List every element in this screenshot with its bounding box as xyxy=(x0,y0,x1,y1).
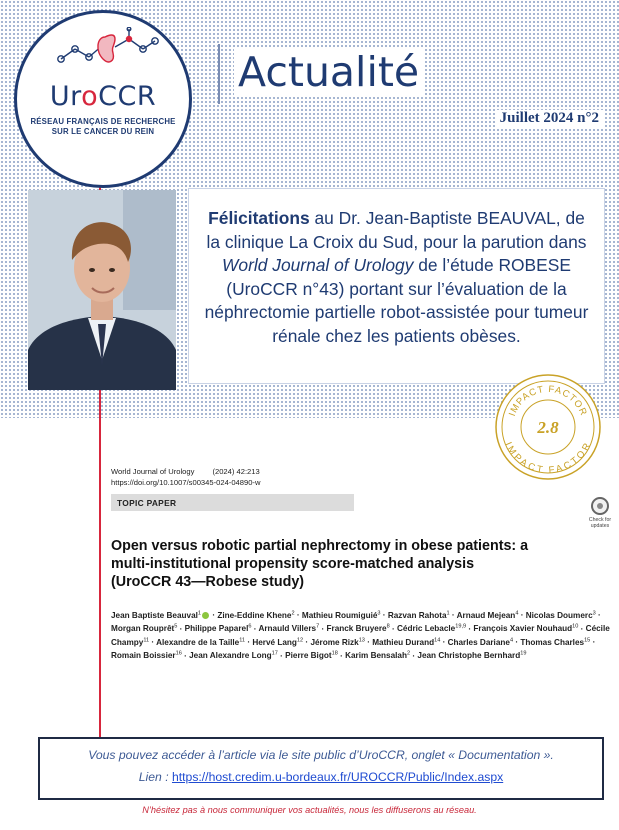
author-name: Zine-Eddine Khene$^2$ xyxy=(217,610,295,620)
page-title: Actualité xyxy=(234,48,423,96)
footer-note: N’hésitez pas à nous communiquer vos actualités, nous les diffuserons au réseau. xyxy=(142,805,477,815)
article-access-box xyxy=(38,737,604,800)
logo-wordmark: UroCCR xyxy=(49,81,157,112)
author-name: Morgan Rouprêt$^5$ xyxy=(111,623,178,634)
uroccr-logo xyxy=(14,10,192,188)
author-name: Mathieu Roumiguié$^3$ xyxy=(301,610,381,620)
author-name: Alexandre de la Taille$^{11}$ xyxy=(156,637,246,647)
author-name: François Xavier Nouhaud$^{10}$ xyxy=(473,623,579,634)
author-name: Hervé Lang$^{12}$ xyxy=(252,637,304,647)
congrats-text-2: de l’étude ROBESE (UroCCR n°43) portant sur l’évaluation de la néphrectomie partielle robot-assistée pour tumeur rénale chez les patients obèses. xyxy=(204,255,589,346)
doi-reference: https://doi.org/10.1007/s00345-024-04890-w xyxy=(111,478,261,487)
author-name: Jérome Rizk$^{13}$ xyxy=(310,637,365,647)
author-name: Charles Dariane$^4$ xyxy=(447,637,514,647)
author-name: Karim Bensalah$^2$ xyxy=(345,650,411,661)
author-name: Franck Bruyere$^8$ xyxy=(326,623,390,634)
author-name: Nicolas Doumerc$^3$ xyxy=(525,610,596,620)
author-name: Jean Alexandre Long$^{17}$ xyxy=(189,650,278,661)
link-line xyxy=(40,770,602,784)
impact-value: 2.8 xyxy=(537,418,559,437)
author-name: Cédric Lebacle$^{19,9}$ xyxy=(396,623,467,634)
congratulations-message xyxy=(188,188,605,384)
author-name: Pierre Bigot$^{18}$ xyxy=(285,650,338,661)
author-name: Jean Christophe Bernhard$^{19}$ xyxy=(417,650,527,661)
congrats-text-1: au Dr. Jean-Baptiste BEAUVAL, de la clinique La Croix du Sud, pour la parution dans xyxy=(206,208,587,252)
impact-factor-seal xyxy=(493,372,603,482)
congrats-lead: Félicitations xyxy=(208,208,310,228)
author-name: Razvan Rahota$^1$ xyxy=(387,610,450,620)
impact-label-bottom: IMPACT FACTOR xyxy=(502,440,594,477)
author-list: Jean Baptiste Beauval$^1$ · Zine-Eddine Khene$^2$ · Mathieu Roumiguié$^3$ · Razvan Rahota$^1$ · Arnaud Mejean$^4$ · Nicolas Doumerc$^3$ · Morgan Rouprêt$^5$ · Philippe Paparel$^6$ · Arnauld Villers$^7$ · Franck Bruyere$^8$ · Cédric Lebacle$^{19,9}$ · François Xavier Nouhaud$^{10}$ · Cécile Champy$^{11}$ · Alexandre de la Taille$^{11}$ · Hervé Lang$^{12}$ · Jérome Rizk$^{13}$ · Mathieu Durand$^{14}$ · Charles Dariane$^4$ · Thomas Charles$^{15}$ · Romain Boissier$^{16}$ · Jean Alexandre Long$^{17}$ · Pierre Bigot$^{18}$ · Karim Bensalah$^2$ · Jean Christophe Bernhard$^{19}$ xyxy=(111,610,610,661)
journal-reference: World Journal of Urology (2024) 42:213 xyxy=(111,467,260,476)
title-divider xyxy=(218,44,220,104)
portrait-photo xyxy=(28,190,176,390)
check-for-updates-badge: Check for updates xyxy=(585,497,615,529)
journal-name: World Journal of Urology xyxy=(222,255,414,275)
impact-label-top: IMPACT FACTOR xyxy=(506,383,590,418)
article-link[interactable]: https://host.credim.u-bordeaux.fr/UROCCR/Public/Index.aspx xyxy=(171,770,504,784)
author-name: Romain Boissier$^{16}$ xyxy=(111,650,182,661)
orcid-icon[interactable] xyxy=(202,612,209,619)
article-title: Open versus robotic partial nephrectomy in obese patients: a multi-institutional propensity score-matched analysis (UroCCR 43—Robese study) xyxy=(111,538,529,590)
topic-paper-bar: TOPIC PAPER xyxy=(111,494,354,511)
issue-date: Juillet 2024 n°2 xyxy=(496,110,603,127)
check-updates-icon xyxy=(591,497,609,515)
author-name: Jean Baptiste Beauval$^1$ xyxy=(111,611,210,620)
author-name: Cécile Champy$^{11}$ xyxy=(111,624,610,647)
access-instructions: Vous pouvez accéder à l’article via le site public d’UroCCR, onglet « Documentation ». xyxy=(88,748,554,762)
portrait-illustration xyxy=(28,190,176,390)
molecule-kidney-icon xyxy=(51,27,161,77)
author-name: Philippe Paparel$^6$ xyxy=(184,623,252,634)
logo-tagline: RÉSEAU FRANÇAIS DE RECHERCHE SUR LE CANCER DU REIN xyxy=(30,117,176,136)
author-name: Arnauld Villers$^7$ xyxy=(258,623,320,634)
author-name: Thomas Charles$^{15}$ xyxy=(520,637,591,647)
author-name: Mathieu Durand$^{14}$ xyxy=(372,637,441,647)
author-name: Arnaud Mejean$^4$ xyxy=(456,610,519,620)
link-label: Lien : xyxy=(138,770,172,784)
